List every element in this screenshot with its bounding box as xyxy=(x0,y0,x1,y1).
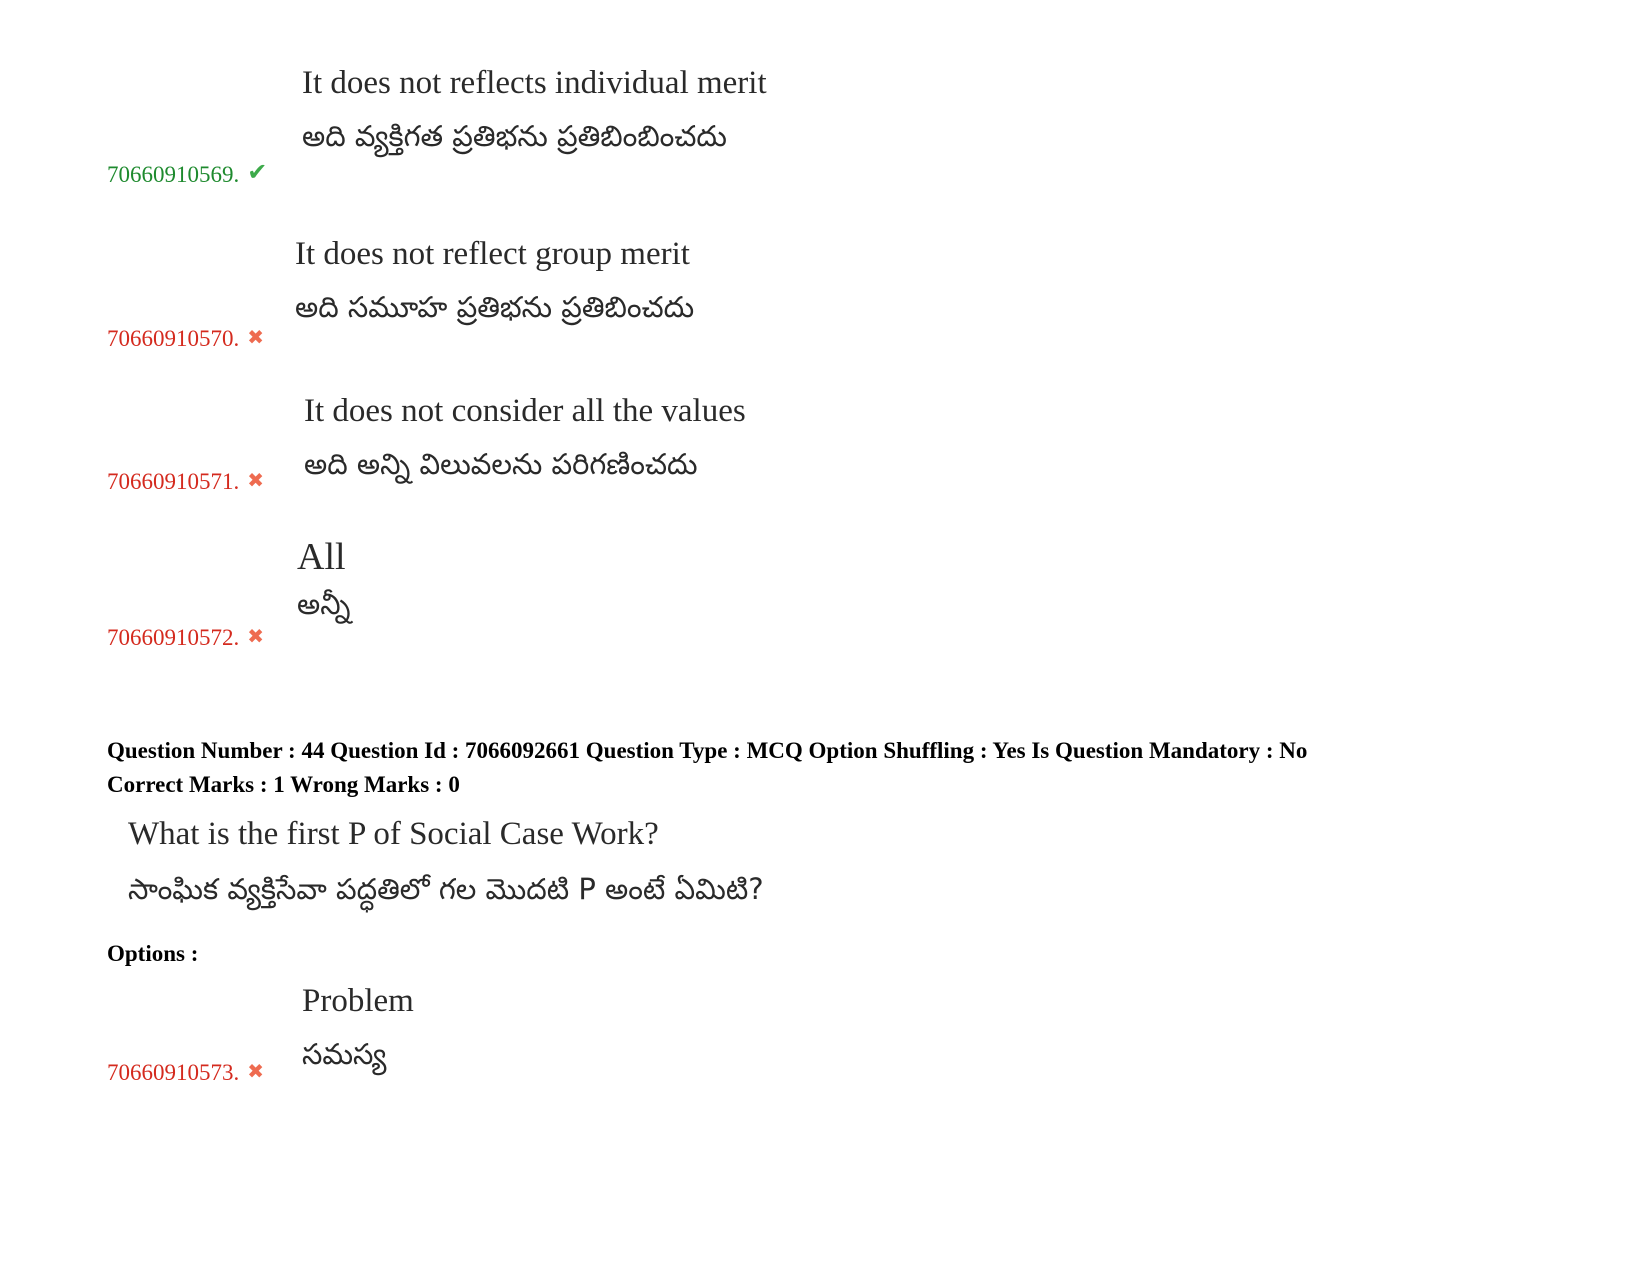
option-id xyxy=(107,470,264,493)
option-content xyxy=(304,395,746,479)
cross-icon: ✖ xyxy=(247,325,265,349)
question-content xyxy=(128,818,764,904)
option-id-label: 70660910571. xyxy=(107,469,240,494)
option-id-label: 70660910572. xyxy=(107,625,240,650)
option-content xyxy=(297,538,350,619)
option-id xyxy=(107,626,264,649)
option-text-english: Problem xyxy=(302,983,414,1019)
option-text-telugu: అది సమూహ ప్రతిభను ప్రతిబించదు xyxy=(295,290,695,324)
question-text-telugu: సాంఘిక వ్యక్తిసేవా పద్ధతిలో గల మొదటి P అంటే ఏమిటి? xyxy=(128,872,764,906)
option-content xyxy=(302,985,414,1069)
option-text-english: All xyxy=(297,536,346,578)
options-heading: Options : xyxy=(107,941,199,966)
option-id xyxy=(107,1061,264,1084)
option-content xyxy=(302,67,767,151)
option-content xyxy=(295,238,694,322)
cross-icon: ✖ xyxy=(247,468,265,492)
option-text-telugu: అది అన్ని విలువలను పరిగణించదు xyxy=(304,447,698,481)
option-id-label: 70660910569. xyxy=(107,162,240,187)
option-text-telugu: అది వ్యక్తిగత ప్రతిభను ప్రతిబింబించదు xyxy=(302,119,727,153)
option-text-english: It does not reflect group merit xyxy=(295,236,690,272)
option-id xyxy=(107,160,267,186)
question-meta-line1: Question Number : 44 Question Id : 7066092661 Question Type : MCQ Option Shuffling : Yes Is Question Mandatory : No xyxy=(107,738,1308,763)
question-text-english: What is the first P of Social Case Work? xyxy=(128,816,659,852)
check-icon: ✔ xyxy=(247,158,268,186)
option-text-english: It does not consider all the values xyxy=(304,393,746,429)
option-id-label: 70660910573. xyxy=(107,1060,240,1085)
option-text-english: It does not reflects individual merit xyxy=(302,65,767,101)
option-text-telugu: సమస్య xyxy=(302,1037,387,1071)
cross-icon: ✖ xyxy=(247,1059,265,1083)
question-meta-line2: Correct Marks : 1 Wrong Marks : 0 xyxy=(107,772,460,797)
question-metadata xyxy=(107,734,1547,802)
option-id xyxy=(107,327,264,350)
option-text-telugu: అన్నీ xyxy=(297,587,351,621)
cross-icon: ✖ xyxy=(247,624,265,648)
option-id-label: 70660910570. xyxy=(107,326,240,351)
